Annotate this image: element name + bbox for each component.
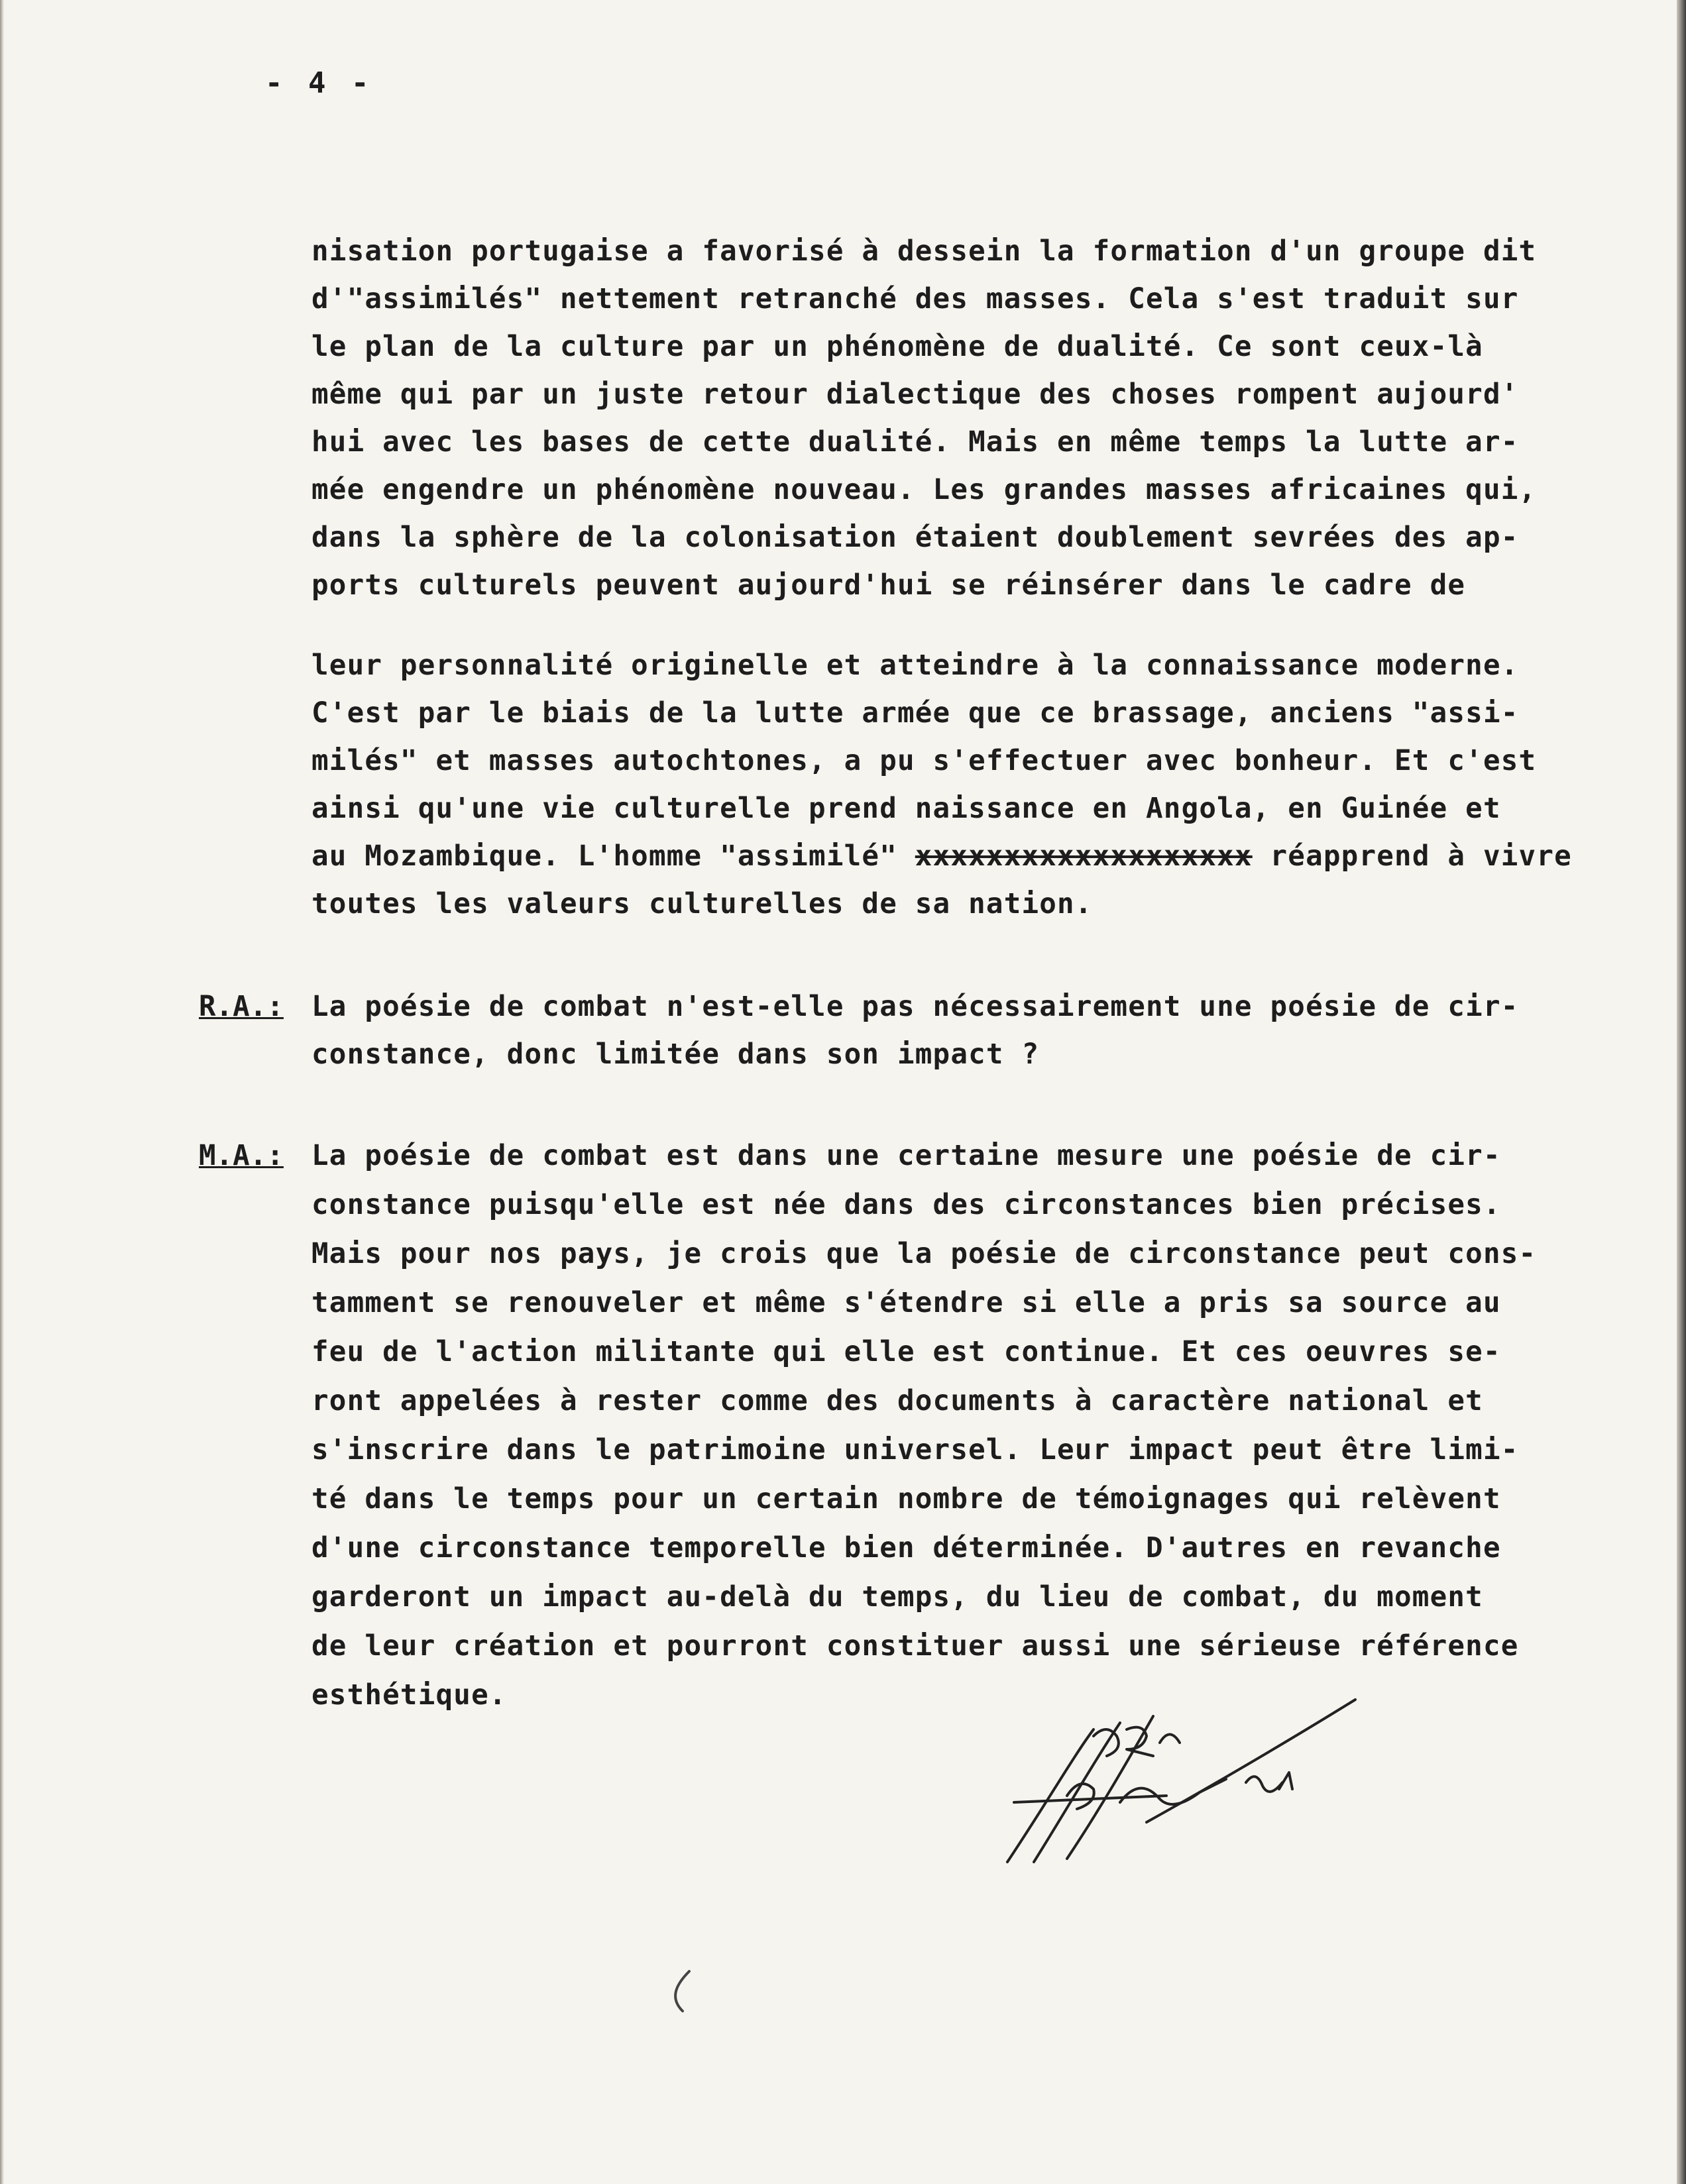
handwritten-signature (994, 1696, 1365, 1869)
text-segment: au Mozambique. L'homme "assimilé" (311, 840, 915, 873)
text-line: ports culturels peuvent aujourd'hui se réinsérer dans le cadre de (311, 569, 1466, 602)
struck-out-text: xxxxxxxxxxxxxxxxxxx (915, 840, 1253, 873)
text-line: feu de l'action militante qui elle est continue. Et ces oeuvres se- (311, 1336, 1501, 1368)
page-number: - 4 - (265, 66, 373, 100)
text-line: C'est par le biais de la lutte armée que ce brassage, anciens "assi- (311, 697, 1519, 730)
text-line: milés" et masses autochtones, a pu s'effectuer avec bonheur. Et c'est (311, 745, 1537, 777)
text-line: té dans le temps pour un certain nombre de témoignages qui relèvent (311, 1483, 1501, 1515)
page-right-edge (1677, 0, 1686, 2184)
text-line: d'"assimilés" nettement retranché des masses. Cela s'est traduit sur (311, 283, 1519, 315)
text-line: d'une circonstance temporelle bien déterminée. D'autres en revanche (311, 1532, 1501, 1564)
text-line: tamment se renouveler et même s'étendre si elle a pris sa source au (311, 1287, 1501, 1319)
text-line: mée engendre un phénomène nouveau. Les grandes masses africaines qui, (311, 474, 1537, 506)
text-line: nisation portugaise a favorisé à dessein la formation d'un groupe dit (311, 235, 1537, 268)
question-block (311, 991, 1604, 1083)
text-line: hui avec les bases de cette dualité. Mais en même temps la lutte ar- (311, 426, 1519, 459)
text-line: toutes les valeurs culturelles de sa nation. (311, 888, 1093, 920)
text-line: leur personnalité originelle et atteindre à la connaissance moderne. (311, 649, 1519, 682)
text-line: esthétique. (311, 1679, 507, 1712)
text-line: même qui par un juste retour dialectique des choses rompent aujourd' (311, 378, 1519, 411)
text-line: ront appelées à rester comme des documents à caractère national et (311, 1385, 1483, 1417)
text-line: La poésie de combat est dans une certaine mesure une poésie de cir- (311, 1140, 1501, 1172)
text-line: ainsi qu'une vie culturelle prend naissance en Angola, en Guinée et (311, 792, 1501, 825)
text-line: constance, donc limitée dans son impact ? (311, 1038, 1040, 1071)
text-line: La poésie de combat n'est-elle pas nécessairement une poésie de cir- (311, 991, 1519, 1023)
text-line: dans la sphère de la colonisation étaient doublement sevrées des ap- (311, 521, 1519, 554)
answer-speaker-label: M.A.: (199, 1140, 284, 1172)
text-line: le plan de la culture par un phénomène de dualité. Ce sont ceux-là (311, 331, 1483, 363)
text-line: s'inscrire dans le patrimoine universel. Leur impact peut être limi- (311, 1434, 1519, 1466)
text-line: Mais pour nos pays, je crois que la poésie de circonstance peut cons- (311, 1238, 1537, 1270)
page-left-edge (0, 0, 4, 2184)
text-segment: réapprend à vivre (1252, 840, 1572, 873)
answer-block (311, 1140, 1604, 1736)
text-line: constance puisqu'elle est née dans des circonstances bien précises. (311, 1189, 1501, 1221)
stray-pencil-mark (663, 1965, 702, 2018)
text-line: garderont un impact au-delà du temps, du lieu de combat, du moment (311, 1581, 1483, 1613)
paragraph-1 (311, 235, 1604, 606)
text-line-with-strikeout (311, 840, 1572, 873)
text-line: de leur création et pourront constituer aussi une sérieuse référence (311, 1630, 1519, 1663)
question-speaker-label: R.A.: (199, 991, 284, 1023)
paragraph-2 (311, 649, 1604, 934)
